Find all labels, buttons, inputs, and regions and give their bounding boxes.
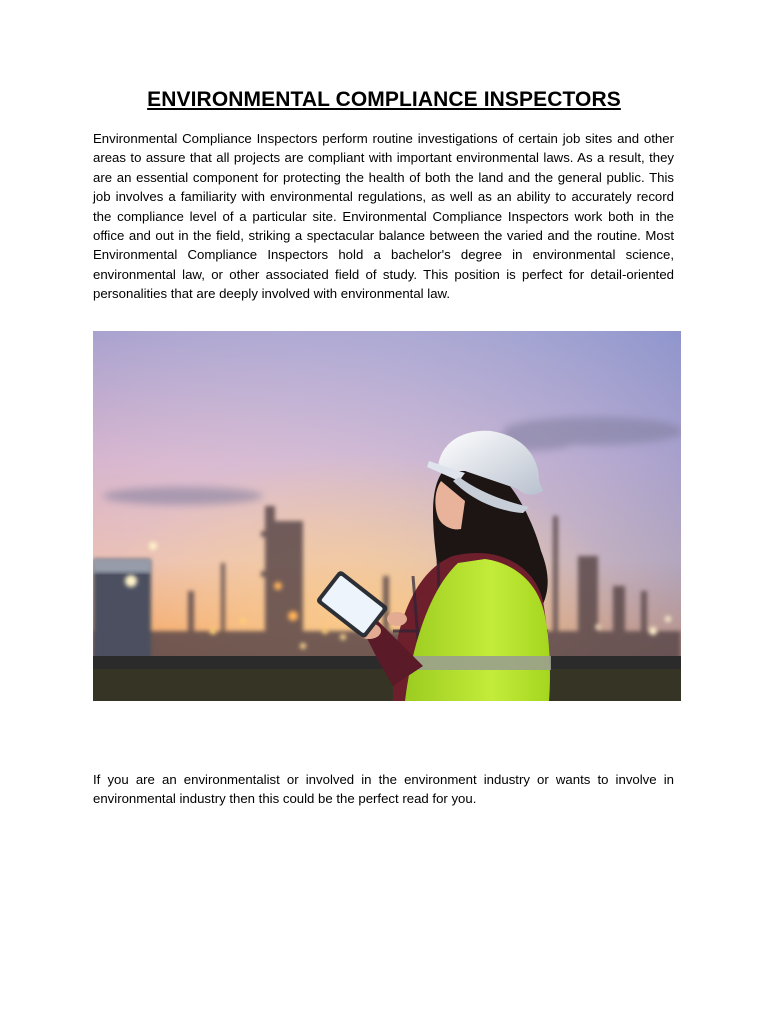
inspector-photo	[93, 331, 681, 701]
closing-paragraph: If you are an environmentalist or involved in the environment industry or wants to involve in environmental industry then this could be the perfect read for you.	[93, 772, 674, 807]
intro-paragraph: Environmental Compliance Inspectors perform routine investigations of certain job sites and other areas to assure that all projects are compliant with important environmental laws. As a result, they are an essential component for protecting the health of both the land and the general public. This job involves a familiarity with environmental regulations, as well as an ability to accurately record the compliance level of a particular site. Environmental Compliance Inspectors work both in the office and out in the field, striking a spectacular balance between the varied and the routine. Most Environmental Compliance Inspectors hold a bachelor's degree in environmental science, environmental law, or other associated field of study. This position is perfect for detail-oriented personalities that are deeply involved with environmental law.	[93, 131, 674, 302]
page-title: ENVIRONMENTAL COMPLIANCE INSPECTORS	[147, 88, 621, 111]
